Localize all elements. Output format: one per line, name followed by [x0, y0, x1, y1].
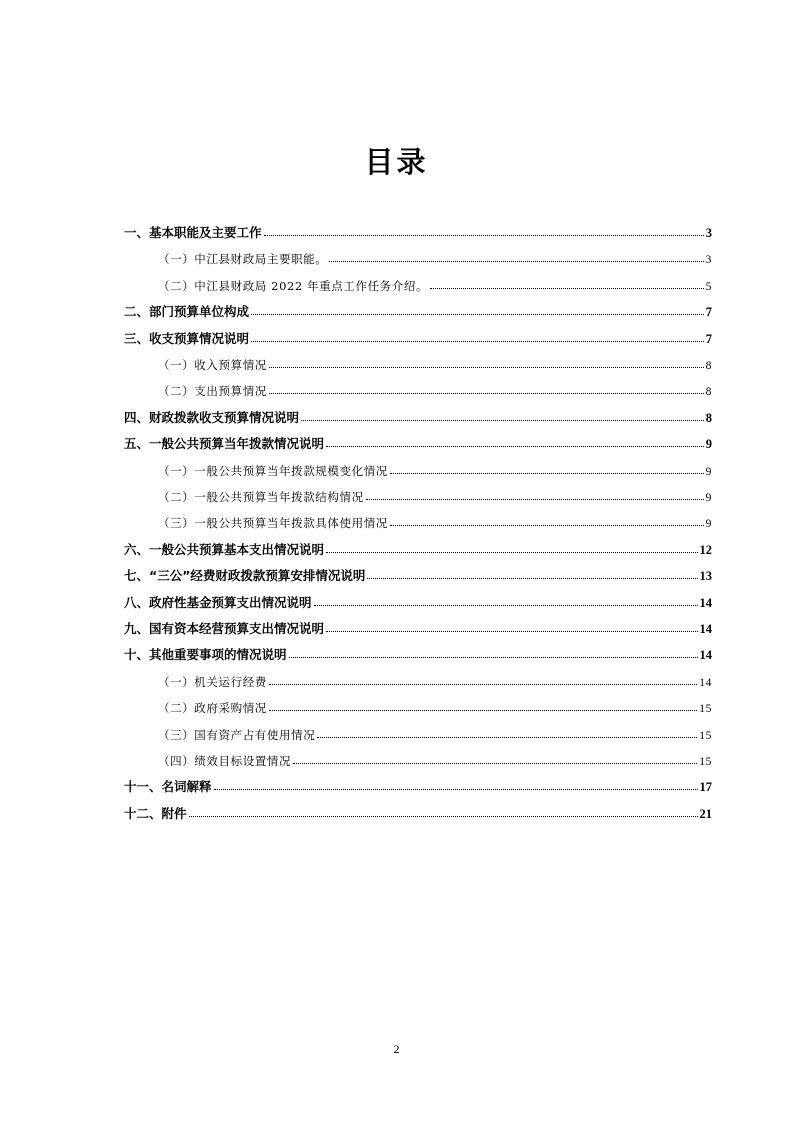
toc-entry-title: （二）中江县财政局 2022 年重点工作任务介绍。: [158, 278, 429, 293]
toc-dot-leader: [289, 643, 698, 658]
toc-dot-leader: [251, 300, 704, 315]
toc-dot-leader: [326, 538, 697, 553]
toc-entry-page: 9: [705, 465, 712, 478]
toc-dot-leader: [269, 670, 697, 685]
toc-entry[interactable]: [158, 512, 712, 534]
page-number: 2: [393, 1042, 400, 1056]
toc-entry-page: 13: [699, 569, 712, 584]
toc-entry[interactable]: [124, 407, 712, 429]
toc-entry[interactable]: [158, 275, 712, 297]
toc-entry-title: 七、“三公”经费财政拨款预算安排情况说明: [124, 568, 366, 584]
toc-dot-leader: [264, 221, 704, 236]
toc-entry[interactable]: [124, 803, 712, 825]
toc-entry-title: 十二、附件: [124, 805, 187, 821]
toc-dot-leader: [326, 617, 697, 632]
toc-dot-leader: [326, 432, 704, 447]
toc-entry[interactable]: [124, 222, 712, 244]
toc-entry-title: 六、一般公共预算基本支出情况说明: [124, 541, 325, 557]
toc-entry-title: 五、一般公共预算当年拨款情况说明: [124, 436, 325, 452]
toc-entry[interactable]: [158, 486, 712, 508]
toc-entry[interactable]: [124, 328, 712, 350]
toc-dot-leader: [301, 406, 704, 421]
toc-dot-leader: [214, 775, 698, 790]
toc-entry-title: 一、基本职能及主要工作: [124, 225, 262, 240]
toc-entry-title: 十、其他重要事项的情况说明: [124, 647, 287, 663]
page-title: 目录: [364, 145, 429, 179]
toc-entry[interactable]: [124, 565, 712, 587]
toc-entry-page: 14: [699, 595, 712, 610]
toc-entry-page: 3: [705, 226, 712, 240]
toc-dot-leader: [314, 591, 698, 606]
toc-entry-page: 15: [699, 756, 712, 768]
toc-entry-title: 九、国有资本经营预算支出情况说明: [124, 621, 325, 636]
toc-entry-page: 8: [705, 360, 712, 372]
toc-dot-leader: [251, 327, 704, 342]
toc-entry-page: 8: [705, 386, 712, 399]
toc-entry-title: （二）支出预算情况: [158, 384, 267, 399]
toc-entry-title: （二）一般公共预算当年拨款结构情况: [158, 490, 364, 504]
toc-entry[interactable]: [158, 724, 712, 746]
toc-entry[interactable]: [158, 248, 712, 270]
toc-entry-page: 14: [699, 622, 712, 636]
toc-entry[interactable]: [124, 644, 712, 666]
toc-entry[interactable]: [124, 592, 712, 614]
toc-entry-page: 17: [699, 780, 712, 795]
toc-entry-title: （一）一般公共预算当年拨款规模变化情况: [158, 463, 388, 478]
toc-entry-title: 十一、名词解释: [124, 779, 212, 795]
toc-dot-leader: [293, 749, 697, 764]
toc-entry-page: 8: [705, 410, 712, 425]
toc-entry[interactable]: [158, 697, 712, 719]
toc-entry-page: 7: [705, 331, 712, 346]
toc-entry-title: （一）中江县财政局主要职能。: [158, 252, 328, 267]
toc-dot-leader: [317, 723, 697, 738]
toc-entry-title: （三）一般公共预算当年拨款具体使用情况: [158, 516, 388, 531]
toc-dot-leader: [269, 353, 704, 368]
toc-entry-title: （二）政府采购情况: [158, 701, 267, 716]
toc-entry[interactable]: [158, 750, 712, 772]
toc-entry-page: 14: [699, 676, 712, 689]
toc-entry-title: 八、政府性基金预算支出情况说明: [124, 594, 312, 610]
toc-entry-page: 21: [699, 806, 712, 821]
toc-dot-leader: [189, 802, 698, 817]
toc-entry[interactable]: [158, 380, 712, 402]
toc-entry-page: 3: [705, 254, 712, 267]
toc-entry[interactable]: [124, 433, 712, 455]
toc-entry-title: 二、部门预算单位构成: [124, 304, 250, 320]
toc-dot-leader: [430, 274, 704, 289]
toc-entry-page: 7: [705, 305, 712, 320]
toc-entry-title: （一）收入预算情况: [158, 358, 267, 372]
toc-entry[interactable]: [158, 354, 712, 376]
toc-dot-leader: [329, 247, 703, 262]
toc-entry-page: 15: [699, 729, 712, 742]
toc-entry-title: 三、收支预算情况说明: [124, 330, 250, 346]
toc-entry-page: 12: [699, 542, 712, 557]
toc-entry-page: 15: [699, 703, 712, 716]
toc-entry[interactable]: [158, 460, 712, 482]
toc-entry[interactable]: [124, 776, 712, 798]
toc-entry[interactable]: [124, 301, 712, 323]
toc-entry-page: 9: [705, 437, 712, 452]
toc-entry-page: 5: [705, 280, 712, 293]
toc-dot-leader: [269, 379, 704, 394]
toc-dot-leader: [366, 485, 704, 500]
toc-entry-page: 14: [699, 648, 712, 663]
toc-entry[interactable]: [124, 539, 712, 561]
toc-entry[interactable]: [124, 618, 712, 640]
toc-entry-page: 9: [705, 518, 712, 531]
toc-dot-leader: [390, 511, 704, 526]
toc-entry-title: （一）机关运行经费: [158, 674, 267, 689]
toc-entry-title: （四）绩效目标设置情况: [158, 754, 292, 768]
toc-entry-page: 9: [705, 492, 712, 504]
toc-entry[interactable]: [158, 671, 712, 693]
toc-entry-title: （三）国有资产占有使用情况: [158, 727, 316, 742]
toc-dot-leader: [269, 696, 697, 711]
toc-dot-leader: [367, 564, 697, 579]
toc-entry-title: 四、财政拨款收支预算情况说明: [124, 409, 300, 425]
toc-dot-leader: [390, 459, 704, 474]
